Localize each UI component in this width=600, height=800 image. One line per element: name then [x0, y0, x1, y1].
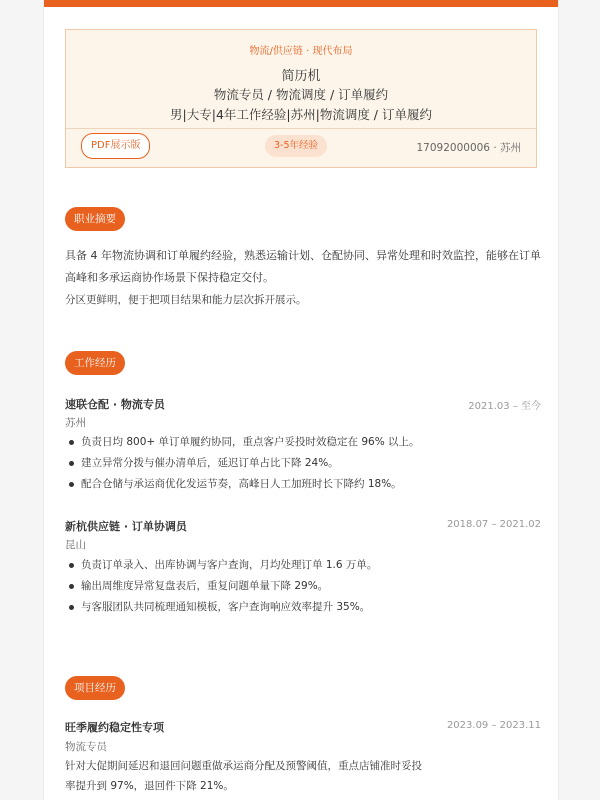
project-role: 物流专员: [65, 741, 107, 753]
target-positions: 物流专员 / 物流调度 / 订单履约: [213, 87, 389, 102]
header-kicker: 物流/供应链 · 现代布局: [249, 46, 353, 57]
summary-note: 分区更鲜明，便于把项目结果和能力层次拆开展示。: [65, 294, 307, 306]
list-item: 建立异常分拨与催办清单后，延迟订单占比下降 24%。: [65, 453, 535, 474]
experience-badge: 3-5年经验: [265, 135, 327, 157]
resume-title: 简历机: [281, 69, 321, 84]
job-location: 昆山: [65, 539, 86, 551]
section-badge-projects: 项目经历: [65, 676, 125, 700]
project-description-line: 率提升到 97%，退回件下降 21%。: [65, 780, 234, 792]
list-item: 与客服团队共同梳理通知模板，客户查询响应效率提升 35%。: [65, 597, 535, 618]
resume-page: [43, 0, 559, 800]
list-item: 负责日均 800+ 单订单履约协同，重点客户妥投时效稳定在 96% 以上。: [65, 432, 535, 453]
job-title: 速联仓配 · 物流专员: [65, 398, 165, 411]
section-badge-work: 工作经历: [65, 351, 125, 375]
pdf-version-button[interactable]: PDF展示版: [81, 133, 150, 159]
project-description-line: 针对大促期间延迟和退回问题重做承运商分配及预警阈值，重点店铺准时妥投: [65, 760, 422, 772]
summary-paragraph: 具备 4 年物流协调和订单履约经验，熟悉运输计划、仓配协同、异常处理和时效监控，能够在订单高峰和多承运商协作场景下保持稳定交付。: [65, 249, 541, 284]
job-title: 新杭供应链 · 订单协调员: [65, 520, 187, 533]
section-badge-summary: 职业摘要: [65, 207, 125, 231]
job-date: 2018.07 – 2021.02: [446, 519, 541, 530]
job-bullets: [65, 432, 535, 495]
job-location: 苏州: [65, 417, 86, 429]
project-date: 2023.09 – 2023.11: [446, 720, 541, 731]
contact-info: 17092000006 · 苏州: [416, 142, 521, 154]
job-bullets: [65, 555, 535, 618]
project-description: [65, 756, 541, 796]
project-title: 旺季履约稳定性专项: [65, 721, 164, 734]
accent-top-bar: [44, 0, 558, 7]
list-item: 输出周维度异常复盘表后，重复问题单量下降 29%。: [65, 576, 535, 597]
list-item: 负责订单录入、出库协调与客户查询，月均处理订单 1.6 万单。: [65, 555, 535, 576]
candidate-meta: 男|大专|4年工作经验|苏州|物流调度 / 订单履约: [170, 107, 432, 122]
list-item: 配合仓储与承运商优化发运节奏，高峰日人工加班时长下降约 18%。: [65, 474, 535, 495]
header-divider: [66, 128, 536, 129]
job-date: 2021.03 – 至今: [468, 401, 541, 412]
resume-header-card: [65, 29, 537, 168]
